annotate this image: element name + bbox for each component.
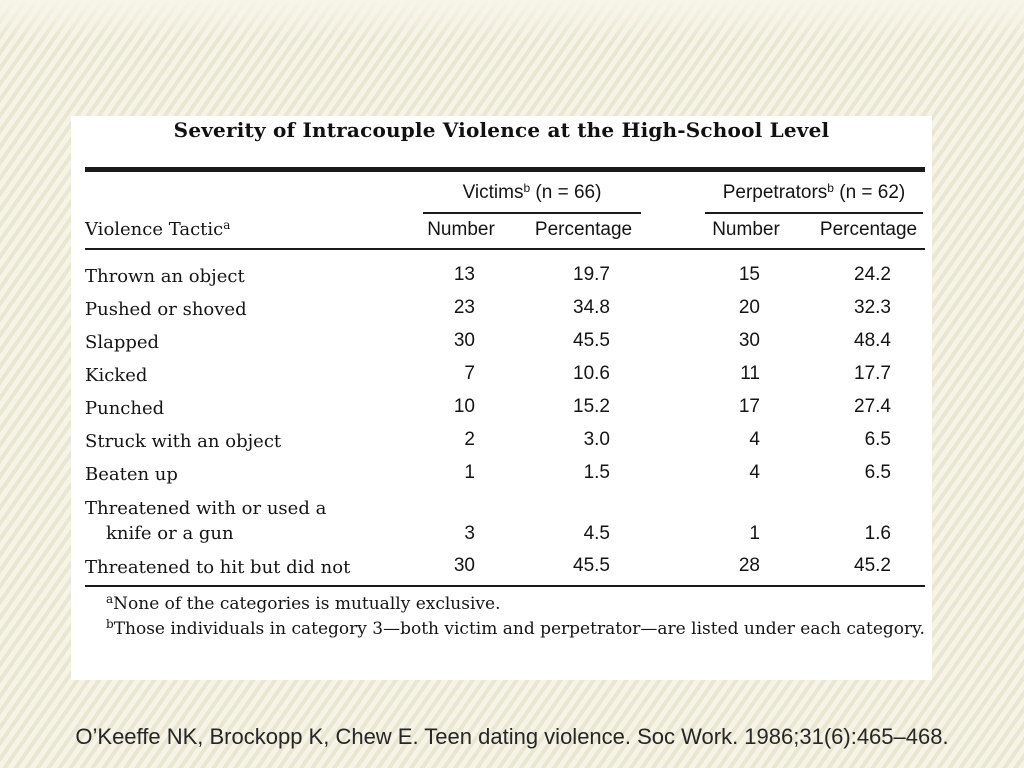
footnote-a <box>85 592 951 617</box>
victims-number-cell: 30 <box>453 555 475 576</box>
victims-percentage-cell: 4.5 <box>583 523 610 544</box>
tactic-cell: Slapped <box>85 332 160 353</box>
victims-percentage-cell: 3.0 <box>583 429 610 450</box>
perpetrators-percentage-cell: 32.3 <box>854 297 891 318</box>
perpetrators-percentage-cell: 24.2 <box>854 264 891 285</box>
victims-group-header <box>423 182 641 204</box>
tactic-footnote-mark: a <box>223 218 231 232</box>
victims-percentage-cell: 45.5 <box>573 330 610 351</box>
perpetrators-percentage-cell: 27.4 <box>854 396 891 417</box>
tactic-cell <box>85 496 326 546</box>
victims-percentage-cell: 45.5 <box>573 555 610 576</box>
perpetrators-percentage-cell: 17.7 <box>854 363 891 384</box>
victims-number-header: Number <box>427 219 495 240</box>
table-footer-rule <box>85 585 925 587</box>
citation: O’Keeffe NK, Brockopp K, Chew E. Teen dating violence. Soc Work. 1986;31(6):465–468. <box>75 724 949 749</box>
tactic-cell: Thrown an object <box>85 266 245 287</box>
victims-number-cell: 30 <box>453 330 475 351</box>
perpetrators-footnote-mark: b <box>827 181 834 195</box>
victims-number-cell: 13 <box>453 264 475 285</box>
footnote-b-mark: b <box>106 617 114 631</box>
tactic-cell: Pushed or shoved <box>85 299 247 320</box>
victims-n: (n = 66) <box>535 182 602 203</box>
victims-percentage-cell: 34.8 <box>573 297 610 318</box>
slide-top-band <box>0 0 1024 40</box>
tactic-cell: Kicked <box>85 365 148 386</box>
tactic-line-1: Threatened with or used a <box>85 498 327 519</box>
perpetrators-number-cell: 30 <box>738 330 760 351</box>
perpetrators-number-cell: 20 <box>738 297 760 318</box>
perpetrators-number-cell: 28 <box>738 555 760 576</box>
tactic-cell: Threatened to hit but did not <box>85 557 351 578</box>
perpetrators-number-cell: 15 <box>738 264 760 285</box>
tactic-line-2: knife or a gun <box>106 523 234 544</box>
victims-number-cell: 23 <box>453 297 475 318</box>
victims-number-cell: 10 <box>453 396 475 417</box>
perpetrators-percentage-cell: 48.4 <box>854 330 891 351</box>
victims-header-rule <box>423 212 641 214</box>
victims-percentage-cell: 19.7 <box>573 264 610 285</box>
victims-percentage-cell: 15.2 <box>573 396 610 417</box>
victims-percentage-cell: 1.5 <box>583 462 610 483</box>
victims-number-cell: 7 <box>464 363 475 384</box>
footnote-a-mark: a <box>106 592 114 606</box>
victims-number-cell: 2 <box>464 429 475 450</box>
tactic-cell: Beaten up <box>85 464 178 485</box>
footnote-a-text: None of the categories is mutually exclusive. <box>113 594 501 614</box>
tactic-column-header <box>85 219 230 240</box>
footnote-b-text: Those individuals in category 3—both victim and perpetrator—are listed under each category. <box>113 619 925 639</box>
perpetrators-label: Perpetrators <box>722 182 828 203</box>
perpetrators-number-cell: 4 <box>749 462 760 483</box>
perpetrators-number-cell: 1 <box>749 523 760 544</box>
victims-label: Victims <box>462 182 524 203</box>
perpetrators-percentage-cell: 6.5 <box>864 429 891 450</box>
table-top-rule <box>85 167 925 172</box>
victims-number-cell: 1 <box>464 462 475 483</box>
victims-percentage-cell: 10.6 <box>573 363 610 384</box>
tactic-cell: Struck with an object <box>85 431 282 452</box>
perpetrators-percentage-cell: 6.5 <box>864 462 891 483</box>
perpetrators-group-header <box>705 182 923 204</box>
perpetrators-percentage-cell: 1.6 <box>864 523 891 544</box>
victims-footnote-mark: b <box>523 181 531 195</box>
perpetrators-number-cell: 17 <box>738 396 760 417</box>
perpetrators-number-cell: 4 <box>749 429 760 450</box>
perpetrators-header-rule <box>705 212 923 214</box>
footnote-b <box>85 617 930 642</box>
victims-percentage-header: Percentage <box>534 219 633 240</box>
perpetrators-percentage-header: Percentage <box>819 219 918 240</box>
perpetrators-number-cell: 11 <box>740 363 760 384</box>
perpetrators-percentage-cell: 45.2 <box>854 555 891 576</box>
table-image <box>71 116 932 680</box>
table-title: Severity of Intracouple Violence at the High-School Level <box>173 118 830 142</box>
perpetrators-number-header: Number <box>712 219 780 240</box>
table-header-bottom-rule <box>85 248 925 250</box>
tactic-header-label: Violence Tactic <box>85 219 224 240</box>
victims-number-cell: 3 <box>464 523 475 544</box>
tactic-cell: Punched <box>85 398 165 419</box>
perpetrators-n: (n = 62) <box>839 182 906 203</box>
